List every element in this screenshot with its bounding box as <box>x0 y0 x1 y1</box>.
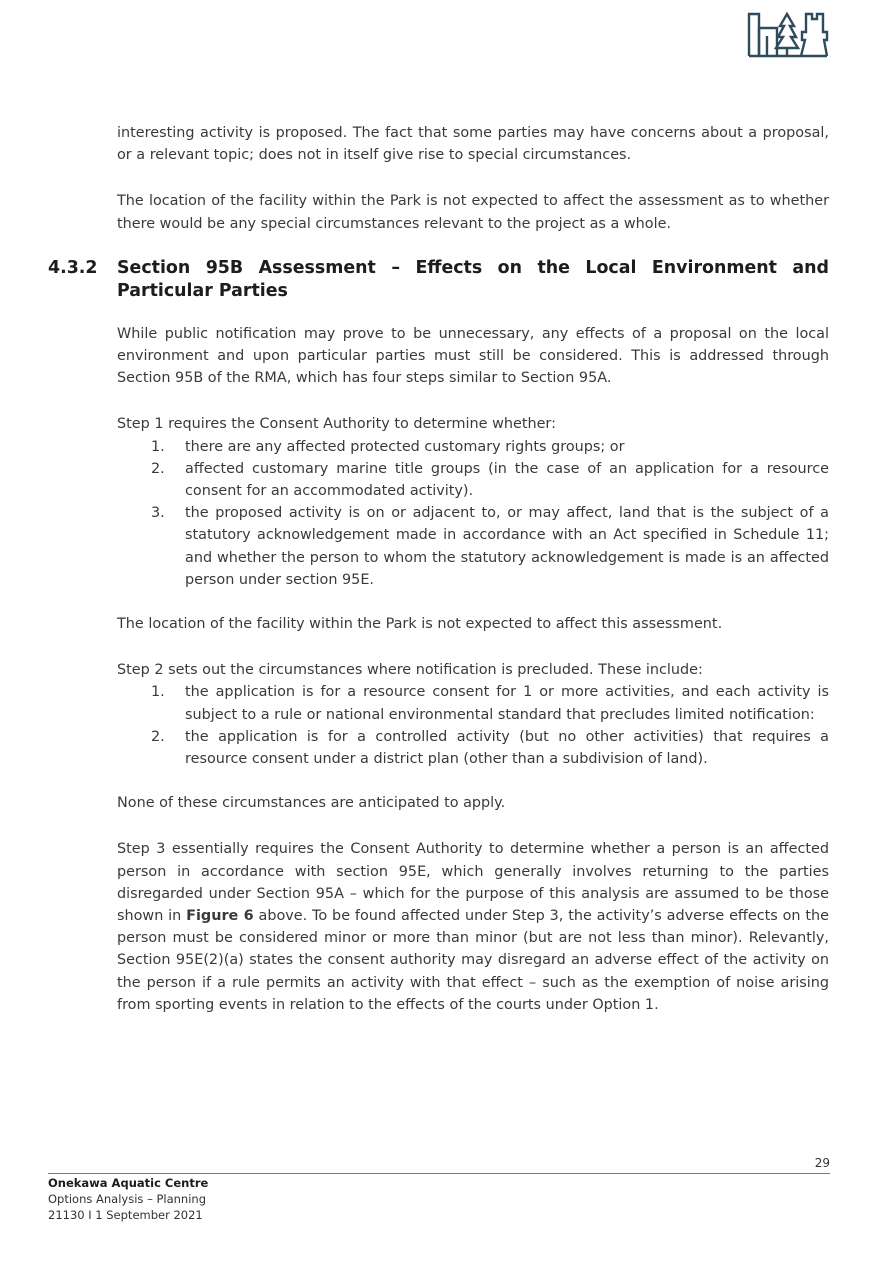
castle-tree-logo-icon <box>747 10 829 58</box>
list-item: 1. there are any affected protected customary rights groups; or <box>151 438 625 455</box>
footer-divider <box>48 1173 830 1174</box>
footer-doc-title: Options Analysis – Planning <box>48 1191 207 1206</box>
intro-paragraph-2: The location of the facility within the Park is not expected to affect the assessment as to whether there would be any special circumstances relevant to the project as a whole. <box>117 193 829 232</box>
intro-paragraph-1: interesting activity is proposed. The fact that some parties may have concerns about a proposal, or a relevant topic; does not in itself give rise to special circumstances. <box>117 125 829 164</box>
body-paragraph-3: None of these circumstances are anticipated to apply. <box>117 795 506 812</box>
list-item: 2. the application is for a controlled activity (but no other activities) that requires a resource consent under a district plan (other than a subdivision of land). <box>151 728 829 768</box>
body-paragraph-1: While public notification may prove to be unnecessary, any effects of a proposal on the local environment and upon particular parties must still be considered. This is addressed through Section 95B of the RMA, which has four steps similar to Section 95A. <box>117 325 829 387</box>
footer-project: Onekawa Aquatic Centre <box>48 1176 209 1190</box>
step1-list <box>117 436 829 591</box>
step2-list <box>117 681 829 770</box>
footer <box>48 1176 208 1223</box>
figure-reference: Figure 6 <box>186 908 254 925</box>
section-title: Section 95B Assessment – Effects on the Local Environment and Particular Parties <box>117 258 829 301</box>
page-number: 29 <box>814 1156 830 1170</box>
footer-ref-date: 21130 I 1 September 2021 <box>48 1207 203 1222</box>
section-number: 4.3.2 <box>48 258 98 278</box>
list-item: 1. the application is for a resource consent for 1 or more activities, and each activity is subject to a rule or national environmental standard that precludes limited notification: <box>151 684 829 723</box>
body-paragraph-2: The location of the facility within the Park is not expected to affect this assessment. <box>117 616 723 633</box>
list-item: 2. affected customary marine title groups (in the case of an application for a resource consent for an accommodated activity). <box>151 460 829 500</box>
list-item: 3. the proposed activity is on or adjacent to, or may affect, land that is the subject of a statutory acknowledgement made in accordance with an Act specified in Schedule 11; and whether the person to whom the statutory acknowledgement is made is an affected person under section 95E. <box>151 505 829 588</box>
body-paragraph-4: Step 3 essentially requires the Consent Authority to determine whether a person is an affected person in accordance with section 95E, which generally involves returning to the parties disregarded under Section 95A – which for the purpose of this analysis are assumed to be those shown in Figure 6 above. To be found affected under Step 3, the activity’s adverse effects on the person must be considered minor or more than minor (but are not less than minor). Relevantly, Section 95E(2)(a) states the consent authority may disregard an adverse effect of the activity on the person if a rule permits an activity with that effect – such as the exemption of noise arising from sporting events in relation to the effects of the courts under Option 1. <box>117 841 830 1013</box>
step1-intro: Step 1 requires the Consent Authority to determine whether: <box>117 416 556 433</box>
step2-intro: Step 2 sets out the circumstances where notification is precluded. These include: <box>117 662 703 679</box>
council-logo <box>747 10 829 58</box>
